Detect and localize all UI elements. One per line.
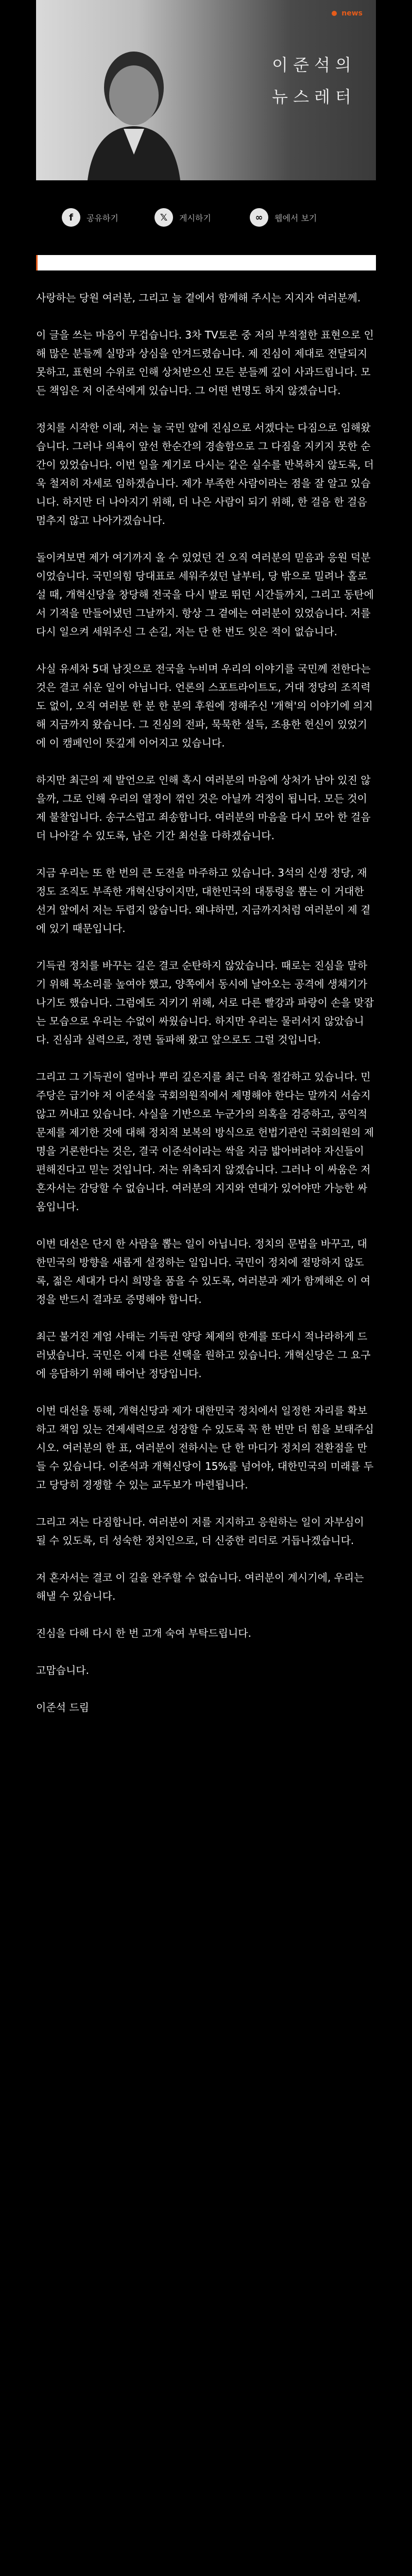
web-view-label: 웹에서 보기 [274,213,317,223]
x-share-button[interactable] [154,208,211,227]
facebook-share-label: 공유하기 [87,213,118,223]
logo-text: news [341,9,363,18]
brand-logo [332,9,363,18]
web-view-button[interactable] [250,208,317,227]
paragraph: 정치를 시작한 이래, 저는 늘 국민 앞에 진심으로 서겠다는 다짐으로 임해왔습니다. 그러나 의욕이 앞선 한순간의 경솔함으로 그 다짐을 지키지 못한 순간이 있었습니다. 이번 일을 계기로 다시는 같은 실수를 반복하지 않도록, 더욱 철저히 자세로 임하겠습니다. 제가 부족한 사람이라는 점을 잘 알고 있습니다. 하지만 더 나아지기 위해, 더 나은 사람이 되기 위해, 한 걸음 한 걸음 멈추지 않고 나아가겠습니다. [36,421,374,527]
paragraph: 저 혼자서는 결코 이 길을 완주할 수 없습니다. 여러분이 계시기에, 우리는 해낼 수 있습니다. [36,1571,364,1602]
paragraph: 이번 대선은 단지 한 사람을 뽑는 일이 아닙니다. 정치의 문법을 바꾸고, 대한민국의 방향을 새롭게 설정하는 일입니다. 국민이 정치에 절망하지 않도록, 젊은 세대가 다시 희망을 품을 수 있도록, 여러분과 제가 함께해온 이 여정을 반드시 결과로 증명해야 합니다. [36,1238,371,1306]
divider-bar [36,255,376,270]
paragraph: 최근 불거진 계엄 사태는 기득권 양당 체제의 한계를 또다시 적나라하게 드러냈습니다. 국민은 이제 다른 선택을 원하고 있습니다. 개혁신당은 그 요구에 응답하기 위해 태어난 정당입니다. [36,1330,371,1380]
newsletter-title [258,49,371,113]
paragraph: 이 글을 쓰는 마음이 무겁습니다. 3차 TV토론 중 저의 부적절한 표현으로 인해 많은 분들께 실망과 상심을 안겨드렸습니다. 제 진심이 제대로 전달되지 못하고, 표현의 수위로 인해 상처받으신 모든 분들께 깊이 사과드립니다. 모든 책임은 저 이준석에게 있습니다. 그 어떤 변명도 하지 않겠습니다. [36,329,374,397]
paragraph: 고맙습니다. [36,1664,89,1676]
paragraph: 하지만 최근의 제 발언으로 인해 혹시 여러분의 마음에 상처가 남아 있진 않을까, 그로 인해 우리의 열정이 꺾인 것은 아닐까 걱정이 됩니다. 모든 것이 제 불찰입니다. 송구스럽고 죄송합니다. 여러분의 마음을 다시 모아 한 걸음 더 나아갈 수 있도록, 남은 기간 최선을 다하겠습니다. [36,774,371,842]
portrait-image [57,31,211,180]
letter-body [36,289,376,1735]
title-line-1: 이준석의 [272,55,356,75]
signature: 이준석 드림 [36,1701,89,1714]
paragraph: 진심을 다해 다시 한 번 고개 숙여 부탁드립니다. [36,1627,251,1639]
header-banner [36,0,376,180]
link-icon: ∞ [250,208,268,227]
paragraph: 사실 유세차 5대 남짓으로 전국을 누비며 우리의 이야기를 국민께 전한다는 것은 결코 쉬운 일이 아닙니다. 언론의 스포트라이트도, 거대 정당의 조직력도 없이, 오직 여러분 한 분 한 분의 후원에 정해주신 '개혁'의 이야기에 의지해 지금까지 왔습니다. 그 진심의 전파, 묵묵한 설득, 조용한 헌신이 있었기에 이 캠페인이 뜻깊게 이어지고 있습니다. [36,663,373,749]
paragraph: 돌이켜보면 제가 여기까지 올 수 있었던 건 오직 여러분의 믿음과 응원 덕분이었습니다. 국민의힘 당대표로 세워주셨던 날부터, 당 밖으로 밀려나 홀로 설 때, 개혁신당을 창당해 전국을 다시 발로 뛰던 시간들까지, 그리고 동탄에서 기적을 만들어냈던 그날까지. 항상 그 곁에는 여러분이 있었습니다. 저를 다시 일으켜 세워주신 그 손길, 저는 단 한 번도 잊은 적이 없습니다. [36,551,374,638]
paragraph: 이번 대선을 통해, 개혁신당과 제가 대한민국 정치에서 일정한 자리를 확보하고 책임 있는 견제세력으로 성장할 수 있도록 꼭 한 번만 더 힘을 보태주십시오. 여러분의 한 표, 여러분이 전하시는 단 한 마디가 정치의 전환점을 만들 수 있습니다. 이준석과 개혁신당이 15%를 넘어야, 대한민국의 미래를 두고 당당히 경쟁할 수 있는 교두보가 마련됩니다. [36,1404,374,1491]
paragraph: 지금 우리는 또 한 번의 큰 도전을 마주하고 있습니다. 3석의 신생 정당, 재정도 조직도 부족한 개혁신당이지만, 대한민국의 대통령을 뽑는 이 거대한 선거 앞에서 저는 두렵지 않습니다. 왜냐하면, 지금까지처럼 여러분이 제 곁에 있기 때문입니다. [36,867,371,935]
paragraph: 사랑하는 당원 여러분, 그리고 늘 곁에서 함께해 주시는 지지자 여러분께. [36,292,361,304]
paragraph: 그리고 그 기득권이 얼마나 뿌리 깊은지를 최근 더욱 절감하고 있습니다. 민주당은 급기야 저 이준석을 국회의원직에서 제명해야 한다는 말까지 서슴지 않고 꺼내고 있습니다. 사실을 기반으로 누군가의 의혹을 검증하고, 공익적 문제를 제기한 것에 대해 정치적 보복의 방식으로 헌법기관인 국회의원의 제명을 거론한다는 것은, 결국 이준석이라는 싹을 지금 밟아버려야 자신들이 편해진다고 믿는 것입니다. 저는 위축되지 않겠습니다. 그러나 이 싸움은 저 혼자서는 감당할 수 없습니다. 여러분의 지지와 연대가 있어야만 가능한 싸움입니다. [36,1071,374,1213]
share-bar [0,201,412,232]
x-icon: 𝕏 [154,208,173,227]
paragraph: 그리고 저는 다짐합니다. 여러분이 저를 지지하고 응원하는 일이 자부심이 될 수 있도록, 더 성숙한 정치인으로, 더 신중한 리더로 거듭나겠습니다. [36,1516,364,1547]
x-share-label: 게시하기 [179,213,211,223]
paragraph: 기득권 정치를 바꾸는 길은 결코 순탄하지 않았습니다. 때로는 진심을 말하기 위해 목소리를 높여야 했고, 양쪽에서 동시에 날아오는 공격에 생채기가 나기도 했습니다. 그럼에도 지키기 위해, 서로 다른 빨강과 파랑이 손을 맞잡는 모습으로 우리는 수없이 싸웠습니다. 하지만 우리는 물러서지 않았습니다. 진심과 실력으로, 정면 돌파해 왔고 앞으로도 그럴 것입니다. [36,959,374,1046]
facebook-share-button[interactable] [62,208,118,227]
logo-mark-icon [332,11,337,16]
facebook-icon: f [62,208,80,227]
title-line-2: 뉴스레터 [272,87,356,107]
